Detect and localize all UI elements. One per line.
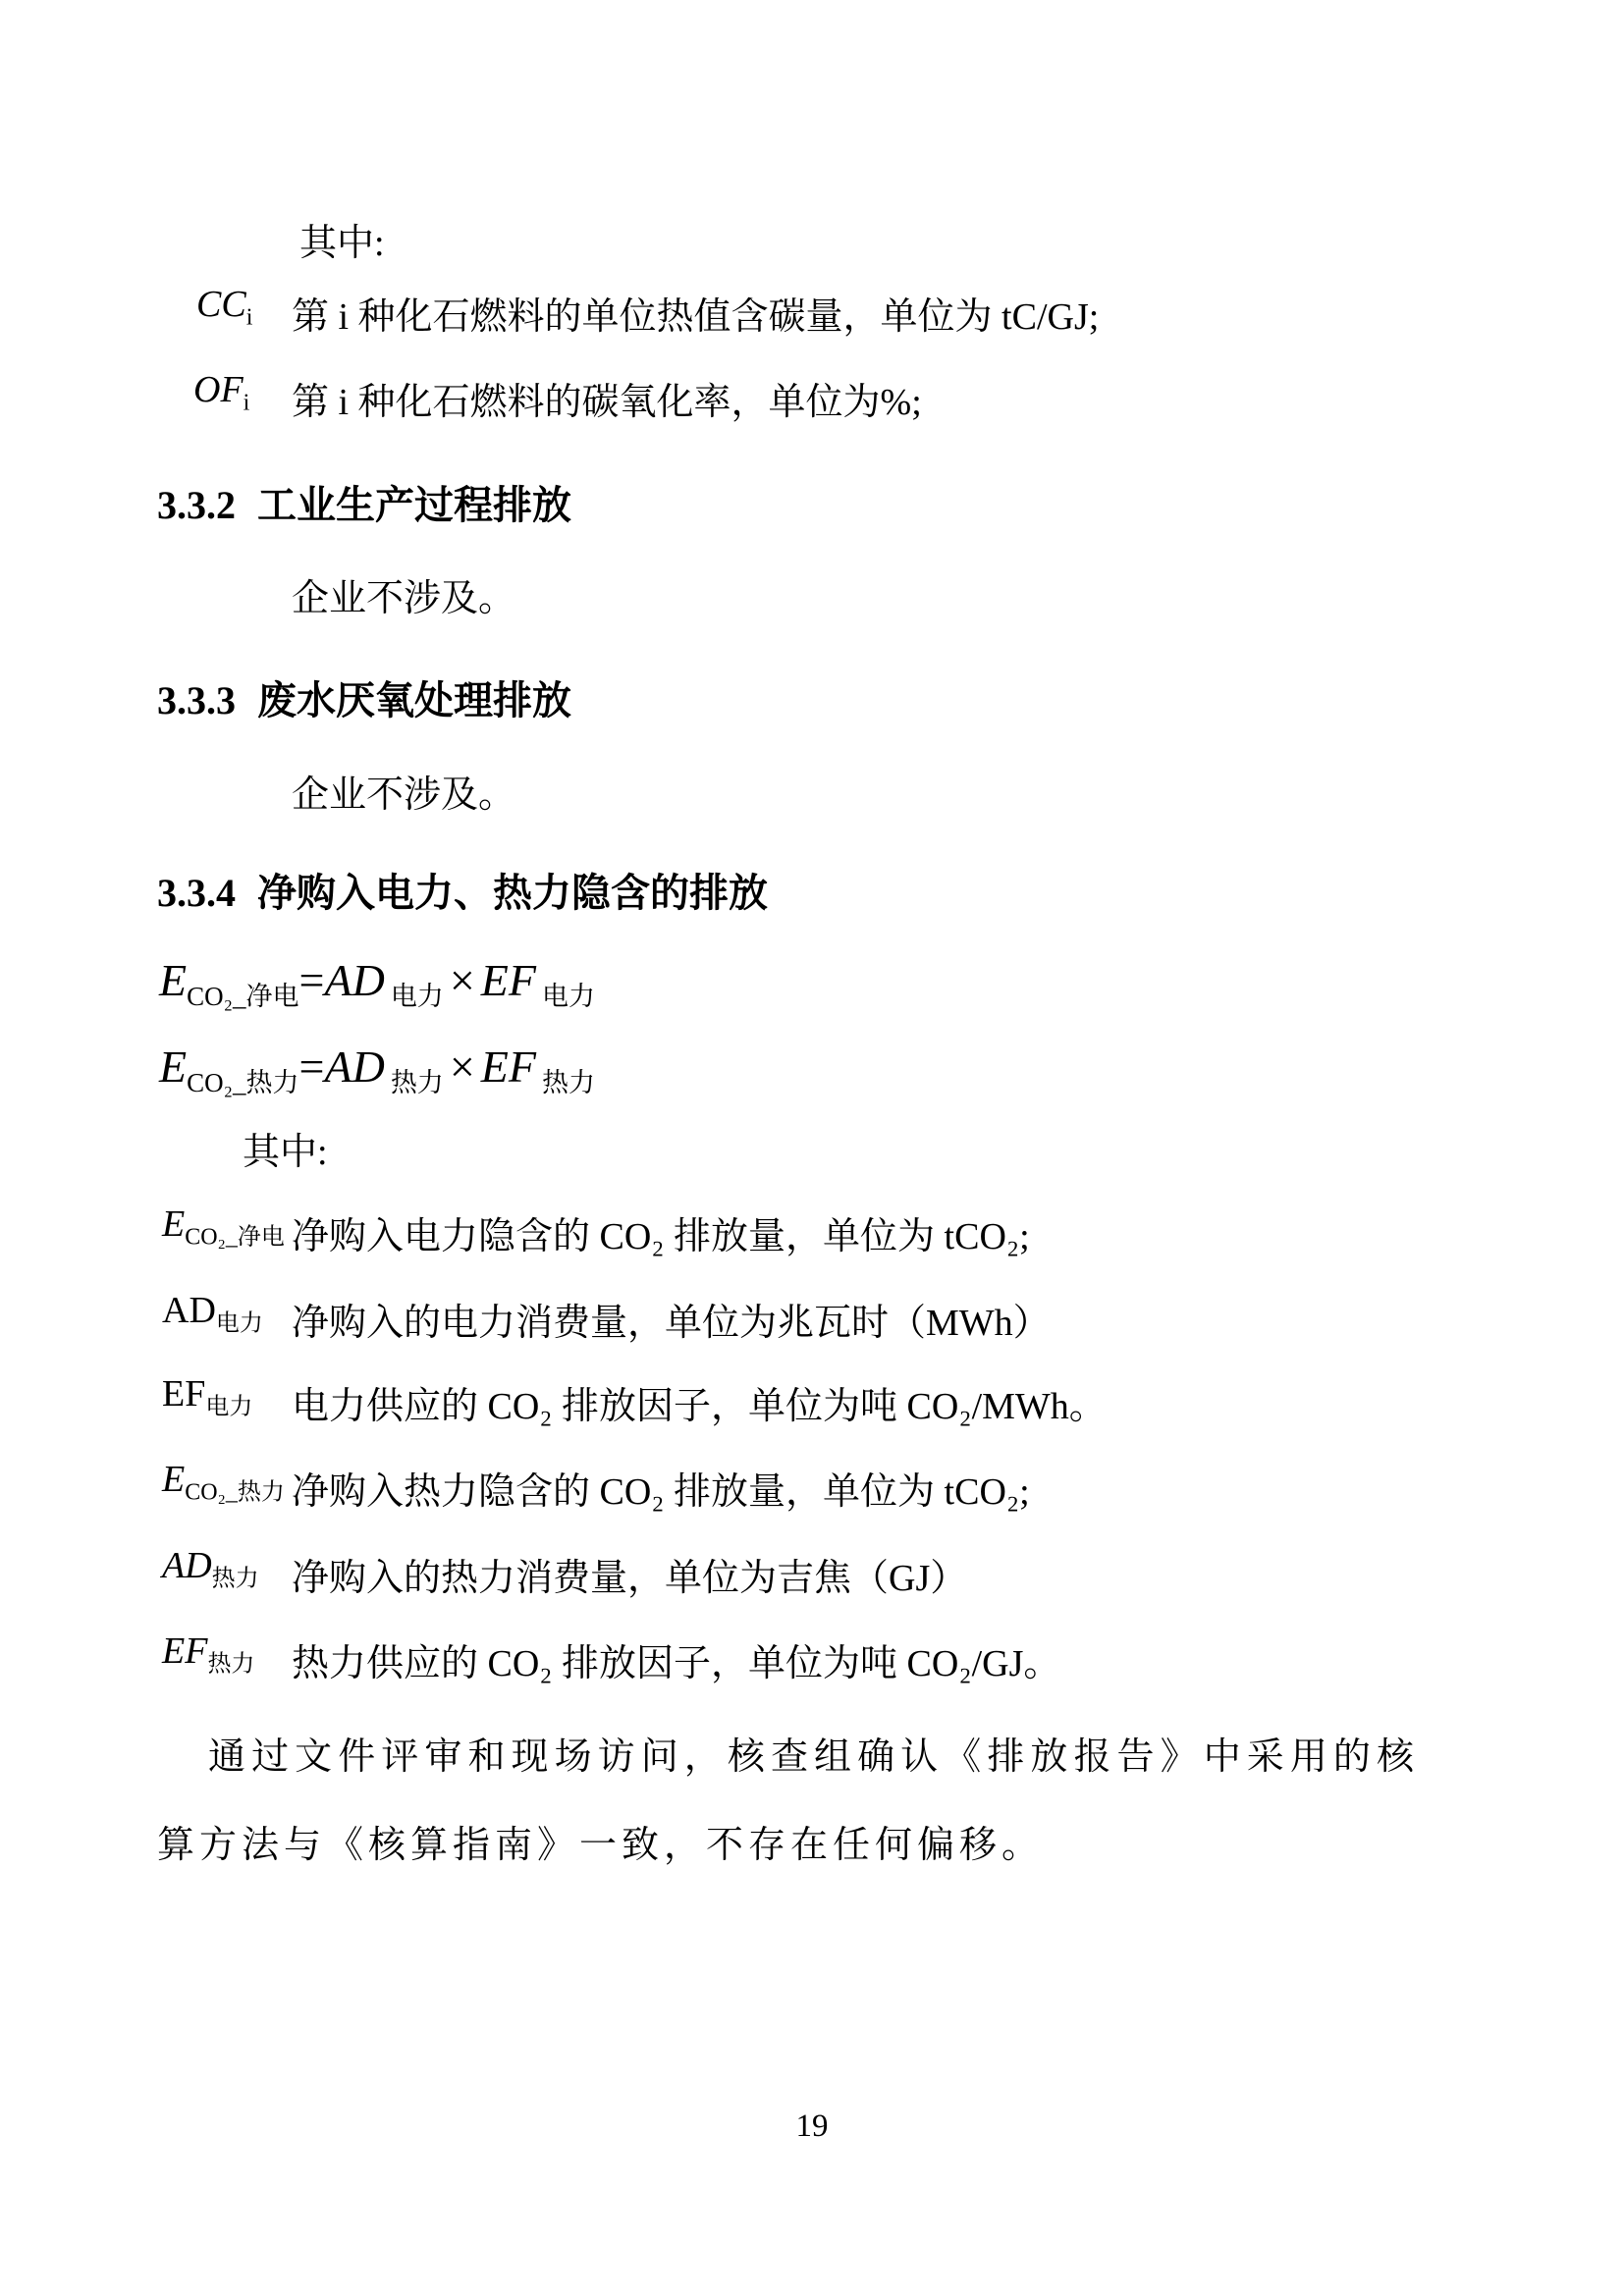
def-desc-cci: 第 i 种化石燃料的单位热值含碳量，单位为 tC/GJ; — [292, 296, 1100, 338]
def-term-e-heat-main: E — [162, 1459, 186, 1500]
page-number: 19 — [795, 2109, 829, 2144]
section-title-332: 工业生产过程排放 — [257, 483, 571, 527]
def-term-cci-sub: i — [245, 304, 253, 331]
def-desc-ad-heat: 净购入的热力消费量，单位为吉焦（GJ） — [292, 1558, 968, 1599]
def-term-ad-heat — [162, 1544, 259, 1592]
formula1-ad-sub: 电力 — [390, 982, 444, 1012]
def-term-ad-elec-main: AD — [162, 1290, 216, 1331]
section-body-333: 企业不涉及。 — [292, 774, 516, 816]
def-term-e-heat — [162, 1458, 285, 1506]
formula2-ad-sub: 热力 — [390, 1068, 444, 1098]
def-term-ef-heat-sub: 热力 — [207, 1651, 255, 1678]
section-heading-334 — [157, 862, 768, 918]
where-intro-2: 其中: — [243, 1132, 328, 1173]
formula2-equals: = — [298, 1041, 325, 1092]
formula2-times: × — [449, 1041, 475, 1092]
def-term-ef-heat-main: EF — [162, 1630, 208, 1672]
formula1-times: × — [449, 955, 475, 1005]
def-term-ef-heat — [162, 1629, 255, 1678]
section-body-332: 企业不涉及。 — [292, 578, 516, 619]
formula2-ef: EF — [480, 1041, 536, 1092]
formula2-ef-sub: 热力 — [541, 1068, 595, 1098]
def-term-cci — [196, 283, 253, 331]
def-term-ofi-sub: i — [243, 390, 250, 416]
section-heading-332 — [157, 474, 571, 530]
def-term-ofi — [193, 368, 250, 416]
def-term-cci-main: CC — [196, 284, 246, 325]
def-term-ad-heat-main: AD — [162, 1545, 212, 1586]
formula1-lhs: E — [159, 955, 188, 1005]
def-desc-ef-elec: 电力供应的 CO₂ 排放因子，单位为吨 CO₂/MWh。 — [292, 1386, 1107, 1427]
section-title-333: 废水厌氧处理排放 — [257, 678, 571, 722]
formula1-ef-sub: 电力 — [541, 982, 595, 1012]
formula1-ef: EF — [480, 955, 536, 1005]
def-term-ef-elec — [162, 1372, 253, 1420]
def-desc-ofi: 第 i 种化石燃料的碳氧化率，单位为%; — [292, 382, 922, 423]
formula2-lhs: E — [159, 1041, 188, 1092]
formula1-ad: AD — [324, 955, 385, 1005]
formula2-ad: AD — [324, 1041, 385, 1092]
section-heading-333 — [157, 669, 571, 725]
section-number-332: 3.3.2 — [157, 483, 236, 527]
where-intro-1: 其中: — [299, 223, 385, 264]
def-desc-e-net-elec: 净购入电力隐含的 CO₂ 排放量，单位为 tCO₂; — [292, 1216, 1030, 1257]
def-term-e-heat-sub: CO₂_热力 — [185, 1479, 285, 1506]
def-desc-e-heat: 净购入热力隐含的 CO₂ 排放量，单位为 tCO₂; — [292, 1471, 1030, 1513]
section-number-334: 3.3.4 — [157, 871, 236, 915]
closing-paragraph: 通过文件评审和现场访问，核查组确认《排放报告》中采用的核算方法与《核算指南》一致，不存在任何偏移。 — [157, 1736, 1419, 1866]
formula1-equals: = — [298, 955, 325, 1005]
formula2-lhs-sub: CO₂_热力 — [187, 1068, 299, 1098]
section-title-334: 净购入电力、热力隐含的排放 — [257, 871, 768, 915]
formula-heat — [159, 1041, 595, 1098]
def-desc-ef-heat: 热力供应的 CO₂ 排放因子，单位为吨 CO₂/GJ。 — [292, 1643, 1061, 1684]
def-term-e-net-elec-main: E — [162, 1203, 186, 1245]
def-term-ad-heat-sub: 热力 — [211, 1566, 259, 1592]
def-term-ef-elec-sub: 电力 — [205, 1394, 253, 1420]
def-desc-ad-elec: 净购入的电力消费量，单位为兆瓦时（MWh） — [292, 1303, 1051, 1344]
formula-electricity — [159, 954, 595, 1012]
def-term-ad-elec-sub: 电力 — [215, 1310, 263, 1337]
def-term-e-net-elec — [162, 1202, 285, 1251]
def-term-ef-elec-main: EF — [162, 1373, 206, 1415]
section-number-333: 3.3.3 — [157, 678, 236, 722]
def-term-e-net-elec-sub: CO₂_净电 — [185, 1224, 285, 1251]
def-term-ad-elec — [162, 1289, 263, 1337]
formula1-lhs-sub: CO₂_净电 — [187, 982, 299, 1012]
def-term-ofi-main: OF — [193, 369, 244, 410]
